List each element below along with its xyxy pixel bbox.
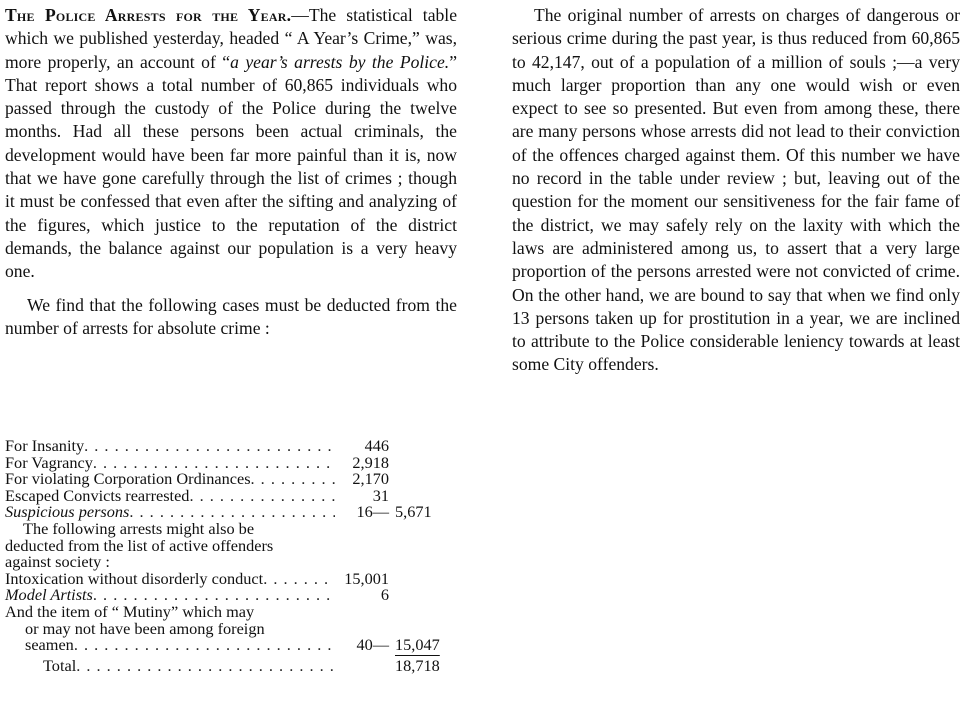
row-value: 2,170	[352, 469, 389, 489]
article-heading: The Police Arrests for the Year.	[5, 5, 292, 25]
row-label: For Insanity	[5, 436, 85, 455]
row-subtotal	[389, 587, 457, 604]
paragraph-conclusion: The original number of arrests on charges of dangerous or serious crime during the past year, is thus reduced from 60,865 to 42,147, out of a population of a million of souls ;—a very much larger proportion than any one would wish or even expect to see so presented. But even from among these, there are many persons whose arrests did not lead to their conviction of the offences charged against them. Of this number we have no record in the table under review ; but, leaving out of the question for the moment our sensitiveness for the fair fame of the district, we may safely rely on the laxity with which the laws are administered among us, to assert that a very large proportion of the persons arrested were not convicted of crime. On the other hand, we are bound to say that when we find only 13 persons taken up for prostitution in a year, we are inclined to attribute to the Police considerable leniency towards at least some City offenders.	[512, 5, 960, 375]
intro-italic-1: a year’s arrests by the Police.	[230, 51, 450, 72]
paragraph-deductions: We find that the following cases must be deducted from the number of arrests for absolute crime :	[5, 294, 457, 338]
row-label: For Vagrancy	[5, 452, 93, 472]
row-label-line: And the item of “ Mutiny” which may	[5, 601, 255, 621]
total-value: 18,718	[395, 655, 440, 675]
left-column	[5, 0, 457, 340]
intro-text-2: ” That report shows a total number of 60,865 individuals who passed through the custody of the Police during the twelve months. Had all these persons been actual criminals, the development would have been far more painful than it is, now that we have gone carefully through the list of crimes ; though it must be confessed that even after the sifting and analyzing of the figures, which justice to the reputation of the district demands, the balance against our population is a very heavy one.	[5, 51, 457, 282]
row-subtotal	[389, 571, 457, 588]
row-value: 16—	[356, 502, 389, 522]
subheading-line: deducted from the list of active offenders	[5, 535, 274, 555]
row-label: Model Artists	[5, 585, 93, 605]
row-label: For violating Corporation Ordinances	[5, 469, 251, 489]
row-value: 15,001	[344, 568, 389, 588]
table-row	[5, 637, 457, 654]
row-value: 6	[380, 585, 389, 605]
row-value: 2,918	[352, 452, 389, 472]
total-label: Total	[43, 655, 77, 675]
intro-text-1: —The statistical table which we published yesterday, headed “ A Year’s Crime,” was, more properly, an account of “	[5, 5, 457, 72]
total-row	[5, 655, 457, 675]
row-label: Intoxication without disorderly conduct	[5, 568, 264, 588]
subheading-line: against society :	[5, 552, 110, 572]
row-label-line: or may not have been among foreign	[25, 618, 265, 638]
right-column	[512, 0, 960, 377]
deductions-table	[5, 438, 457, 674]
row-value: 446	[364, 436, 389, 455]
row-subtotal	[389, 455, 457, 472]
row-label: Escaped Convicts rearrested	[5, 485, 190, 505]
paragraph-intro	[5, 0, 457, 284]
row-value: 31	[372, 485, 389, 505]
row-subtotal	[389, 471, 457, 488]
subheading-line: The following arrests might also be	[23, 518, 255, 538]
row-label-line: seamen	[25, 635, 74, 655]
row-value: 40—	[356, 635, 389, 655]
row-label: Suspicious persons	[5, 502, 130, 522]
row-subtotal	[389, 438, 457, 455]
row-subtotal: 15,047	[395, 635, 440, 655]
row-subtotal: 5,671	[395, 502, 432, 522]
